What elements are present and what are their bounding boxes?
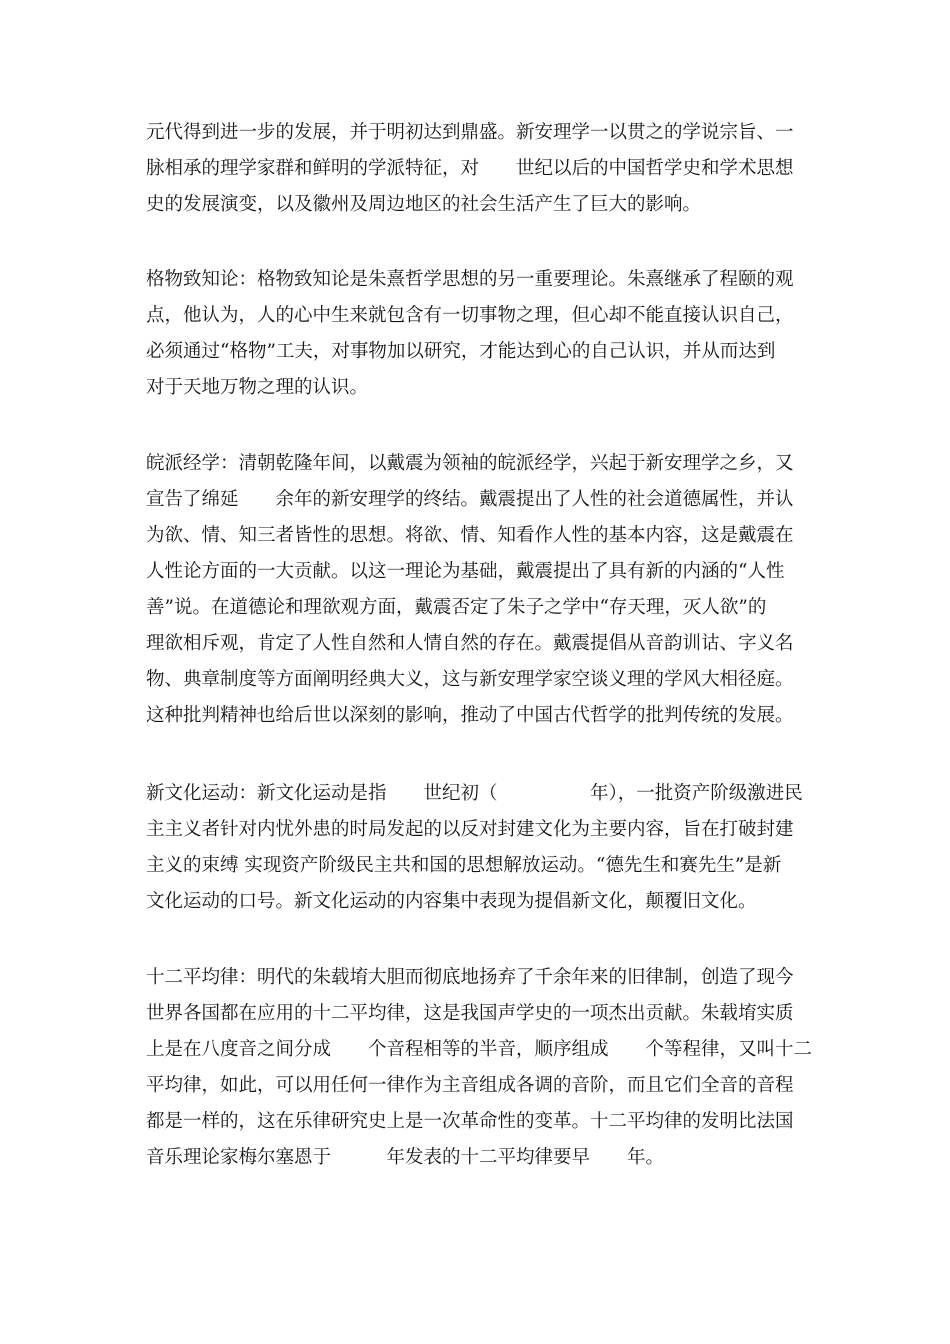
text-line: 对于天地万物之理的认识。 [146,377,369,398]
paragraph-shier-pingjunlv [146,960,816,1176]
text-line: 文化运动的口号。新文化运动的内容集中表现为提倡新文化，颠覆旧文化。 [146,891,757,912]
paragraph-wanpai-jingxue [146,446,816,734]
text-line: 都是一样的，这在乐律研究史上是一次革命性的变革。十二平均律的发明比法国 [146,1111,794,1132]
text-line: 善”说。在道德论和理欲观方面，戴震否定了朱子之学中“存天理，灭人欲”的 [146,597,767,618]
text-line: 脉相承的理学家群和鲜明的学派特征，对 世纪以后的中国哲学史和学术思想 [146,158,794,179]
paragraph-xinan-lixue [146,115,816,223]
text-line: 平均律，如此，可以用任何一律作为主音组成各调的音阶，而且它们全音的音程 [146,1075,794,1096]
text-line: 格物致知论：格物致知论是朱熹哲学思想的另一重要理论。朱熹继承了程颐的观 [146,269,794,290]
text-line: 元代得到进一步的发展，并于明初达到鼎盛。新安理学一以贯之的学说宗旨、一 [146,122,794,143]
paragraph-gewu-zhizhi [146,262,816,406]
text-line: 十二平均律：明代的朱载堉大胆而彻底地扬弃了千余年来的旧律制，创造了现今 [146,967,794,988]
text-line: 宣告了绵延 余年的新安理学的终结。戴震提出了人性的社会道德属性，并认 [146,489,794,510]
text-line: 主义的束缚 实现资产阶级民主共和国的思想解放运动。“德先生和赛先生”是新 [146,855,782,876]
text-line: 上是在八度音之间分成 个音程相等的半音，顺序组成 个等程律，又叫十二 [146,1039,813,1060]
text-line: 主主义者针对内忧外患的时局发起的以反对封建文化为主要内容，旨在打破封建 [146,819,794,840]
text-line: 为欲、情、知三者皆性的思想。将欲、情、知看作人性的基本内容，这是戴震在 [146,525,794,546]
text-line: 物、典章制度等方面阐明经典大义，这与新安理学家空谈义理的学风大相径庭。 [146,669,794,690]
text-line: 理欲相斥观，肯定了人性自然和人情自然的存在。戴震提倡从音韵训诂、字义名 [146,633,794,654]
text-line: 世界各国都在应用的十二平均律，这是我国声学史的一项杰出贡献。朱载堉实质 [146,1003,794,1024]
text-line: 音乐理论家梅尔塞恩于 年发表的十二平均律要早 年。 [146,1147,665,1168]
paragraph-xin-wenhua-yundong [146,776,816,920]
text-line: 新文化运动：新文化运动是指 世纪初（ 年），一批资产阶级激进民 [146,783,803,804]
text-line: 史的发展演变，以及徽州及周边地区的社会生活产生了巨大的影响。 [146,194,702,215]
text-line: 必须通过“格物”工夫，对事物加以研究，才能达到心的自己认识，并从而达到 [146,341,776,362]
text-line: 点，他认为，人的心中生来就包含有一切事物之理，但心却不能直接认识自己， [146,305,794,326]
text-line: 皖派经学：清朝乾隆年间，以戴震为领袖的皖派经学，兴起于新安理学之乡，又 [146,453,794,474]
text-line: 人性论方面的一大贡献。以这一理论为基础，戴震提出了具有新的内涵的“人性 [146,561,785,582]
text-line: 这种批判精神也给后世以深刻的影响，推动了中国古代哲学的批判传统的发展。 [146,705,794,726]
